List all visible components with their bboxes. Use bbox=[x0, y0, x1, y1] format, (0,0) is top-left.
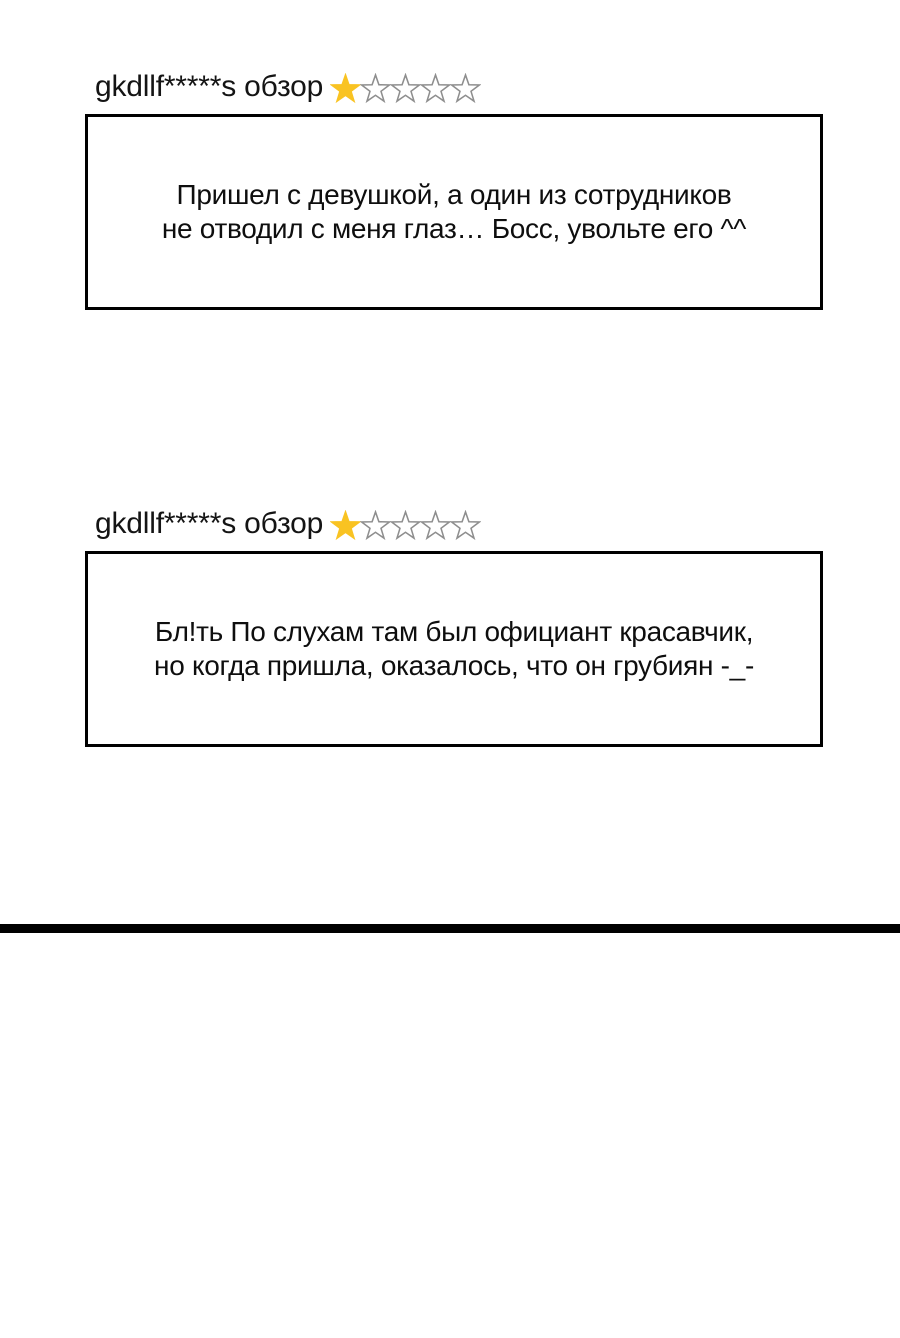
review-text-line: Пришел с девушкой, а один из сотрудников bbox=[176, 179, 732, 210]
review-text-line: не отводил с меня глаз… Босс, увольте его ^^ bbox=[161, 213, 747, 244]
star-rating bbox=[331, 510, 481, 541]
star-empty-icon bbox=[450, 73, 481, 104]
review-text-box bbox=[85, 551, 823, 747]
section-divider-line bbox=[0, 924, 900, 933]
star-empty-icon bbox=[360, 73, 391, 104]
star-filled-icon bbox=[330, 73, 361, 104]
review-text bbox=[162, 178, 746, 246]
review-author: gkdllf*****s обзор bbox=[95, 507, 324, 540]
star-empty-icon bbox=[390, 73, 421, 104]
star-empty-icon bbox=[420, 73, 451, 104]
review-text-box bbox=[85, 114, 823, 310]
review-header bbox=[95, 501, 823, 547]
review-panel-2 bbox=[85, 501, 823, 747]
review-text-line: но когда пришла, оказалось, что он грубиян -_- bbox=[154, 650, 754, 681]
star-empty-icon bbox=[450, 510, 481, 541]
review-panel-1 bbox=[85, 64, 823, 310]
star-filled-icon bbox=[330, 510, 361, 541]
star-empty-icon bbox=[420, 510, 451, 541]
review-text-line: Бл!ть По слухам там был официант красавчик, bbox=[154, 616, 754, 647]
review-header bbox=[95, 64, 823, 110]
star-rating bbox=[331, 73, 481, 104]
star-empty-icon bbox=[390, 510, 421, 541]
review-author: gkdllf*****s обзор bbox=[95, 70, 324, 103]
star-empty-icon bbox=[360, 510, 391, 541]
review-text bbox=[154, 615, 754, 683]
